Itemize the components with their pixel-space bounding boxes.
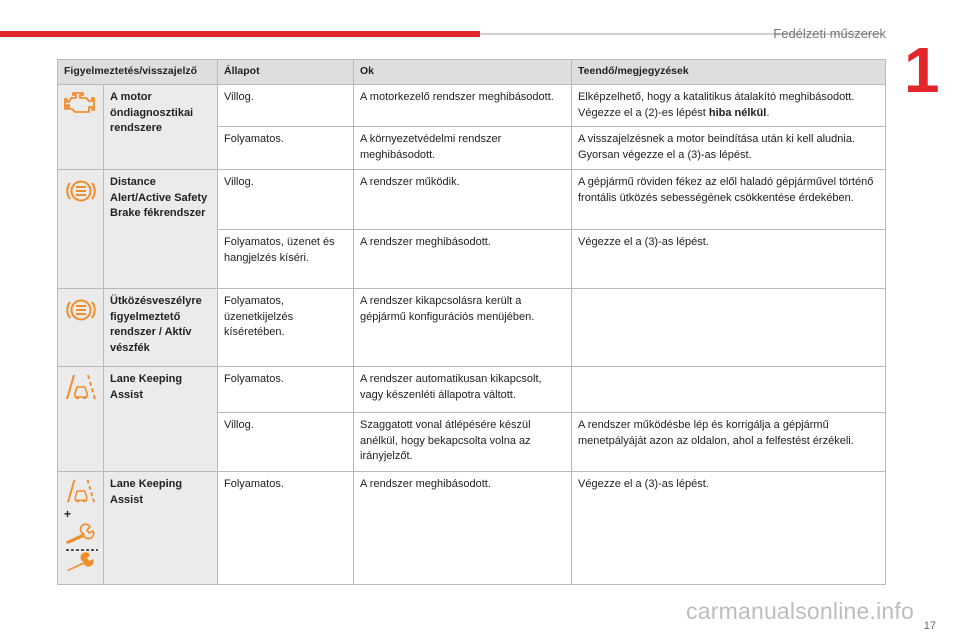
action-cell: A gépjármű röviden fékez az elől haladó gépjárművel történő frontális ütközés sebességének csökkentése érdekében. bbox=[572, 170, 886, 230]
action-cell: Végezze el a (3)-as lépést. bbox=[572, 472, 886, 585]
action-cell: A visszajelzésnek a motor beindítása után ki kell aludnia. Gyorsan végezze el a (3)-as lépést. bbox=[572, 127, 886, 170]
cause-cell: A rendszer kikapcsolásra került a gépjármű konfigurációs menüjében. bbox=[354, 289, 572, 367]
state-cell: Villog. bbox=[218, 170, 354, 230]
action-end-text: . bbox=[766, 106, 770, 119]
cause-cell: A rendszer meghibásodott. bbox=[354, 472, 572, 585]
table-row bbox=[58, 170, 886, 230]
cause-cell: A rendszer működik. bbox=[354, 170, 572, 230]
engine-icon-cell bbox=[58, 85, 104, 170]
state-cell: Folyamatos. bbox=[218, 472, 354, 585]
header-state: Állapot bbox=[218, 60, 354, 85]
header-action: Teendő/megjegyzések bbox=[572, 60, 886, 85]
state-cell: Folyamatos. bbox=[218, 367, 354, 413]
table-row bbox=[58, 472, 886, 585]
engine-warning-icon bbox=[64, 90, 98, 116]
action-cell: A rendszer működésbe lép és korrigálja a gépjármű menetpályáját azon az oldalon, ahol a felfestést érzékeli. bbox=[572, 413, 886, 472]
cause-cell: A motorkezelő rendszer meghibásodott. bbox=[354, 85, 572, 127]
warning-lights-table bbox=[57, 59, 886, 585]
lane-keeping-icon bbox=[65, 477, 97, 505]
wrench-solid-icon bbox=[64, 547, 100, 573]
action-cell: Végezze el a (3)-as lépést. bbox=[572, 230, 886, 289]
active-safety-brake-icon bbox=[65, 175, 97, 207]
watermark: carmanualsonline.info bbox=[686, 598, 914, 624]
cause-cell: Szaggatott vonal átlépésére készül anélkül, hogy bekapcsolta volna az irányjelzőt. bbox=[354, 413, 572, 472]
action-cell bbox=[572, 367, 886, 413]
cause-cell: A rendszer automatikusan kikapcsolt, vagy készenléti állapotra váltott. bbox=[354, 367, 572, 413]
collision-warning-icon bbox=[65, 294, 97, 326]
wrench-outline-icon bbox=[64, 523, 100, 545]
lane-keeping-icon bbox=[65, 372, 97, 402]
action-text: Elképzelhető, hogy a katalitikus átalakító meghibásodott. Végezze el a (2)-es lépést bbox=[578, 91, 855, 119]
action-cell bbox=[572, 85, 886, 127]
cause-cell: A rendszer meghibásodott. bbox=[354, 230, 572, 289]
header-accent-bar bbox=[0, 31, 480, 37]
collision-system-name: Ütközésveszélyre figyelmeztető rendszer / Aktív vészfék bbox=[104, 289, 218, 367]
state-cell: Folyamatos. bbox=[218, 127, 354, 170]
state-cell: Villog. bbox=[218, 85, 354, 127]
distance-system-name: Distance Alert/Active Safety Brake fékrendszer bbox=[104, 170, 218, 289]
state-cell: Villog. bbox=[218, 413, 354, 472]
state-cell: Folyamatos, üzenet és hangjelzés kíséri. bbox=[218, 230, 354, 289]
chapter-number: 1 bbox=[904, 34, 940, 106]
page-number: 17 bbox=[923, 620, 936, 632]
action-cell bbox=[572, 289, 886, 367]
table-row bbox=[58, 367, 886, 413]
table-row bbox=[58, 85, 886, 127]
distance-icon-cell bbox=[58, 170, 104, 289]
lka-icon-cell bbox=[58, 367, 104, 472]
table-header-row bbox=[58, 60, 886, 85]
engine-system-name: A motor öndiagnosztikai rendszere bbox=[104, 85, 218, 170]
cause-cell: A környezetvédelmi rendszer meghibásodott. bbox=[354, 127, 572, 170]
section-title: Fedélzeti műszerek bbox=[773, 26, 886, 41]
collision-icon-cell bbox=[58, 289, 104, 367]
state-cell: Folyamatos, üzenetkijelzés kíséretében. bbox=[218, 289, 354, 367]
action-bold-text: hiba nélkül bbox=[708, 106, 767, 119]
header-cause: Ok bbox=[354, 60, 572, 85]
header-warning: Figyelmeztetés/visszajelző bbox=[58, 60, 218, 85]
lka-fault-icon-cell bbox=[58, 472, 104, 585]
plus-sign: + bbox=[64, 507, 72, 521]
lka-system-name: Lane Keeping Assist bbox=[104, 367, 218, 472]
table-row bbox=[58, 289, 886, 367]
lka-fault-system-name: Lane Keeping Assist bbox=[104, 472, 218, 585]
